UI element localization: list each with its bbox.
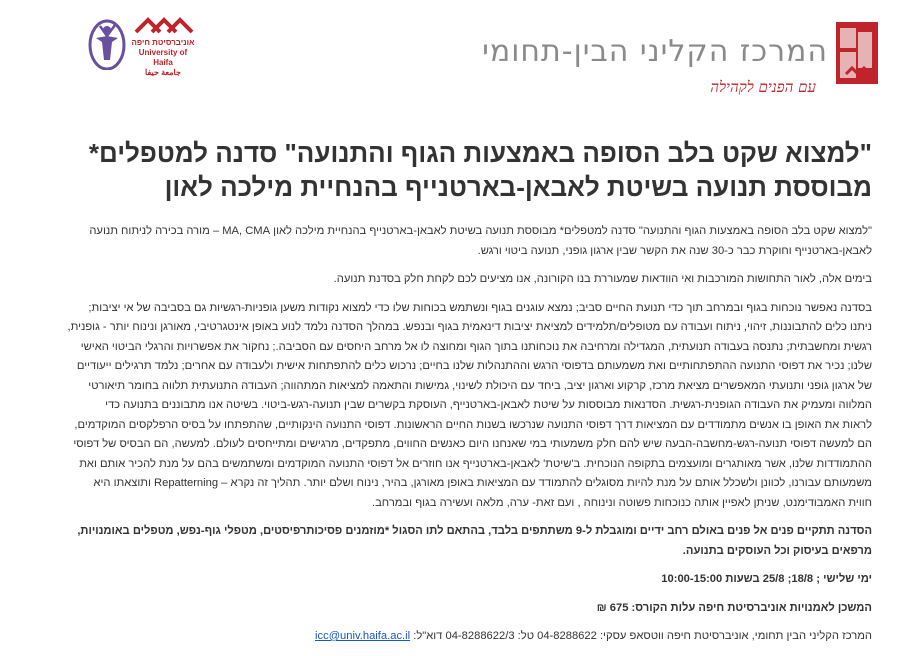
- participation-note: [22, 522, 872, 561]
- location-and-price: המשכן לאמנויות אוניברסיטת חיפה עלות הקורס: 675 ₪: [596, 601, 872, 614]
- method-paragraph: [22, 299, 872, 514]
- center-logo: [398, 22, 878, 94]
- university-name-english: University of Haifa: [138, 48, 188, 67]
- method-line: לראות את האופן בו אנשים מתמודדים עם המציאות דרך דפוסי התנועה שנרכשו בשנות החיים הראשונות. דפוסי התנועה הינקותיים, שהתפתחו על בסיס הרפלקסים המוקדמים,: [74, 418, 872, 431]
- university-name: [130, 38, 196, 78]
- context-paragraph: [22, 270, 872, 290]
- title-line-1: "למצוא שקט בלב הסופה באמצעות הגוף והתנועה" סדנה למטפלים*: [88, 138, 872, 168]
- center-mark-icon: [836, 22, 878, 84]
- header: [0, 0, 900, 100]
- university-emblem-icon: [88, 16, 126, 70]
- university-roof-icon: [134, 16, 194, 34]
- contact-email-link[interactable]: icc@univ.haifa.ac.il: [315, 630, 411, 642]
- contact-info: [22, 627, 872, 647]
- intro-line: לאבאן-בארטנייף וחוקרת כבר כ-30 שנה את הקשר שבין ארגון גופני, תנועה ביטוי ורגש.: [477, 244, 872, 257]
- method-line: המלווה ומעמיק את העבודה הגופנית-רגשית. הסדנאות מבוססות על שיטת לאבאן-בארטנייף, העוסקת בקשרים שבין תנועה-רגש-ביטוי. בשיטה אנו מתבוננים בתנועה כדי: [105, 399, 872, 411]
- university-logo: [88, 16, 198, 76]
- intro-line: "למצוא שקט בלב הסופה באמצעות הגוף והתנועה" סדנה למטפלים* מבוססת תנועה בשיטת לאבאן-בארטנייף בהנחיית מילכה לאון MA, CMA – מורה בכירה לניתוח תנועה: [89, 225, 872, 237]
- note-line: מרפאים בעיסוק וכל העוסקים בתנועה.: [682, 544, 872, 557]
- note-line: הסדנה תתקיים פנים אל פנים באולם רחב ידיים ומוגבלת ל-9 משתתפים בלבד, בהתאם לתו הסגול *מוזמנים פסיכותרפיסטים, מטפלי גוף-נפש, מטפלים באומנויות,: [77, 525, 872, 537]
- title-line-2: מבוססת תנועה בשיטת לאבאן-בארטנייף בהנחיית מילכה לאון: [164, 172, 872, 202]
- contact-text: המרכז הקליני הבין תחומי, אוניברסיטת חיפה ווטסאפ עסקי: 04-8288622 טל: 04-8288622/3 דוא"ל:: [410, 630, 872, 642]
- method-line: הם למעשה דפוסי תנועה-רגש-מחשבה-הבעה שיש להם חלק משמעותי במי שאנחנו היום כאנשים החווים, מתפקדים, מרגישים ומתייחסים לעולם. למעשה, הם הבסיס של דפוסי: [73, 438, 872, 450]
- method-line: ההתמודדות שלנו, אשר מאותגרים ומועצמים בתקופה הנוכחית. ב'שיטת' לאבאן-בארטנייף אנו חוזרים אל דפוסי התנועה המוקדמים ומשתמשים בהם על מנת להכיר אותם ואת: [79, 457, 872, 470]
- workshop-dates: ימי שלישי ; 18/8; 25/8 בשעות 10:00-15:00: [661, 573, 872, 585]
- method-line: רגשית ומחשבתית; נתנסה בעבודה תנועתית, המגדילה ומרחיבה את נוכחותנו בתוך הגוף ומחוצה לו אל מרחב היחסים עם הסביבה.; נחקור את אפשרויות והרגלי הביטוי האישי: [80, 340, 872, 353]
- workshop-description: [22, 222, 872, 656]
- context-line: בימים אלה, לאור התחושות המורכבות ואי הוודאות שמעוררת בנו הקורונה, אנו מציעים לכם לקחת חלק בסדנת תנועה.: [333, 273, 872, 285]
- intro-paragraph: [22, 222, 872, 261]
- center-name: המרכז הקליני הבין-תחומי: [482, 34, 828, 69]
- method-line: משמעותם עבורנו, לכוונן ולשכלל אותם על מנת להיות מסוגלים להתמודד עם המציאות באופן מאורגן, בהיר, נינוח ושלם יותר. תהליך זה נקרא – Repatterning ותוצאתו היא: [93, 477, 872, 489]
- university-name-hebrew: אוניברסיטת חיפה: [131, 38, 195, 47]
- method-line: שלנו; נכיר את דפוסי התנועה ההתפתחותיים ואת משמעותם בדפוסי הרגש וההתנהלות שלנו בחיים; נרכוש כלים להתפתחות אישית ולעבודה עם אחרים; נלמד תרגילים ייעודיים: [76, 360, 872, 372]
- university-name-arabic: جامعة حيفا: [145, 68, 181, 77]
- workshop-title: [22, 136, 872, 204]
- method-line: של ארגון גופני ותנועתי המאפשרים מציאת מרכז, קרקוע וארגון יציב, ביחד עם היכולת לשינוי, גמישות והתאמה למציאות המתהווה; העבודה התנועתית תלווה בחומר תיאורטי: [88, 379, 872, 392]
- center-tagline: עם הפנים לקהילה: [710, 78, 816, 96]
- method-line: חווית האמבודימנט, שניתן לאפיין אותה כנוכחות פשוטה ונינוחה , ועם זאת- ערה, מלאה ועשירה בגוף ובמרחב.: [372, 496, 872, 509]
- method-line: בסדנה נאפשר נוכחות בגוף ובמרחב תוך כדי תנועת החיים סביב; נמצא עוגנים בגוף ונשתמש בכוחות שלו כדי למצוא נקודות משען גופניות-רגשיות גם בסביבה של אי יציבות;: [88, 301, 872, 314]
- method-line: ניתנו כלים להתבוננות, זיהוי, ניתוח ועבודה עם מטופלים/תלמידים למציאת יציבות דינאמית בגוף ובנפש. במהלך הסדנה נלמד לנוע באופן אינטגרטיבי, מאורגן ונינוח יותר - גופנית,: [67, 321, 872, 333]
